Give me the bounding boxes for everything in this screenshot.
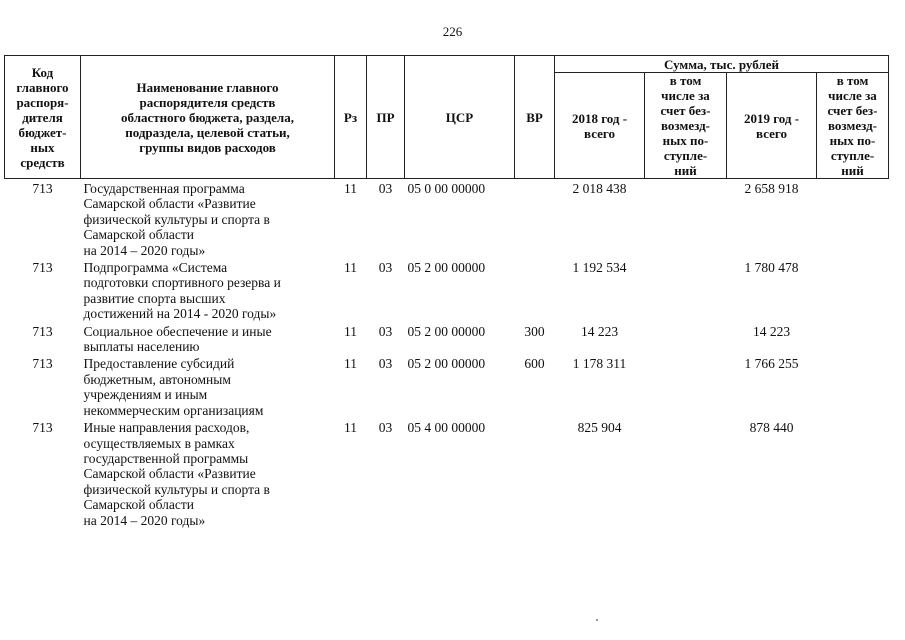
header-sum: Сумма, тыс. рублей [555, 56, 889, 73]
row-vr [515, 179, 555, 259]
header-gratuitous-2019: в том числе за счет без- возмезд- ных по- ступле- ний [817, 73, 889, 179]
table-header [5, 56, 889, 179]
row-pr: 03 [378, 260, 393, 276]
row-vr [515, 418, 555, 528]
row-rz: 11 [344, 260, 357, 276]
row-gratuitous-2019 [817, 418, 889, 528]
row-code: 713 [32, 181, 53, 196]
row-name: Предоставление субсидий бюджетным, автономным учреждениям и иным некоммерческим организациям [83, 356, 264, 418]
row-pr: 03 [378, 420, 393, 436]
row-total-2019: 14 223 [752, 323, 791, 339]
table-row [5, 322, 889, 355]
row-code: 713 [32, 260, 53, 276]
row-name: Подпрограмма «Система подготовки спортивного резерва и развитие спорта высших достижений на 2014 - 2020 годы» [83, 260, 281, 322]
header-rz: Рз [335, 56, 367, 179]
row-gratuitous-2018 [645, 418, 727, 528]
row-rz: 11 [344, 323, 357, 339]
header-csr: ЦСР [405, 56, 515, 179]
row-total-2019: 1 766 255 [744, 356, 799, 372]
row-gratuitous-2019 [817, 258, 889, 322]
header-code: Код главного распоря- дителя бюджет- ных средств [5, 56, 81, 179]
table-row [5, 179, 889, 259]
table-row [5, 258, 889, 322]
row-gratuitous-2019 [817, 354, 889, 418]
row-total-2018: 1 178 311 [572, 356, 627, 372]
row-csr: 05 4 00 00000 [407, 420, 486, 436]
row-pr: 03 [378, 356, 393, 372]
table-body [5, 179, 889, 528]
row-rz: 11 [344, 420, 357, 436]
row-pr: 03 [378, 181, 393, 196]
row-total-2018: 14 223 [580, 323, 619, 339]
header-total-2019: 2019 год - всего [727, 73, 817, 179]
row-name: Государственная программа Самарской области «Развитие физической культуры и спорта в Самарской области на 2014 – 2020 годы» [83, 181, 270, 258]
row-csr: 05 2 00 00000 [407, 356, 486, 372]
row-total-2018: 1 192 534 [572, 260, 627, 276]
header-vr: ВР [515, 56, 555, 179]
row-total-2018: 825 904 [577, 420, 622, 436]
row-csr: 05 2 00 00000 [407, 323, 486, 339]
row-name: Иные направления расходов, осуществляемых в рамках государственной программы Самарской области «Развитие физической культуры и спорта в Самарской области на 2014 – 2020 годы» [83, 420, 270, 528]
row-vr [515, 258, 555, 322]
row-code: 713 [32, 420, 53, 436]
row-rz: 11 [344, 181, 357, 196]
row-total-2019: 878 440 [749, 420, 794, 436]
table-row [5, 418, 889, 528]
row-pr: 03 [378, 323, 393, 339]
row-csr: 05 2 00 00000 [407, 260, 486, 276]
page-number: 226 [442, 24, 463, 39]
row-total-2019: 2 658 918 [744, 181, 799, 196]
header-pr: ПР [367, 56, 405, 179]
row-vr: 300 [524, 323, 545, 339]
table-row [5, 354, 889, 418]
row-vr: 600 [524, 356, 545, 372]
row-gratuitous-2019 [817, 322, 889, 355]
row-csr: 05 0 00 00000 [407, 181, 486, 196]
row-gratuitous-2018 [645, 258, 727, 322]
row-code: 713 [32, 356, 53, 372]
row-gratuitous-2019 [817, 179, 889, 259]
row-gratuitous-2018 [645, 179, 727, 259]
budget-table [4, 55, 889, 528]
row-gratuitous-2018 [645, 322, 727, 355]
row-rz: 11 [344, 356, 357, 372]
header-gratuitous-2018: в том числе за счет без- возмезд- ных по- ступле- ний [645, 73, 727, 179]
row-code: 713 [32, 323, 53, 339]
row-total-2018: 2 018 438 [572, 181, 627, 196]
header-total-2018: 2018 год - всего [555, 73, 645, 179]
scan-speck [596, 619, 598, 621]
row-total-2019: 1 780 478 [744, 260, 799, 276]
row-gratuitous-2018 [645, 354, 727, 418]
row-name: Социальное обеспечение и иные выплаты населению [83, 323, 272, 355]
header-name: Наименование главного распорядителя средств областного бюджета, раздела, подраздела, целевой статьи, группы видов расходов [81, 56, 335, 179]
